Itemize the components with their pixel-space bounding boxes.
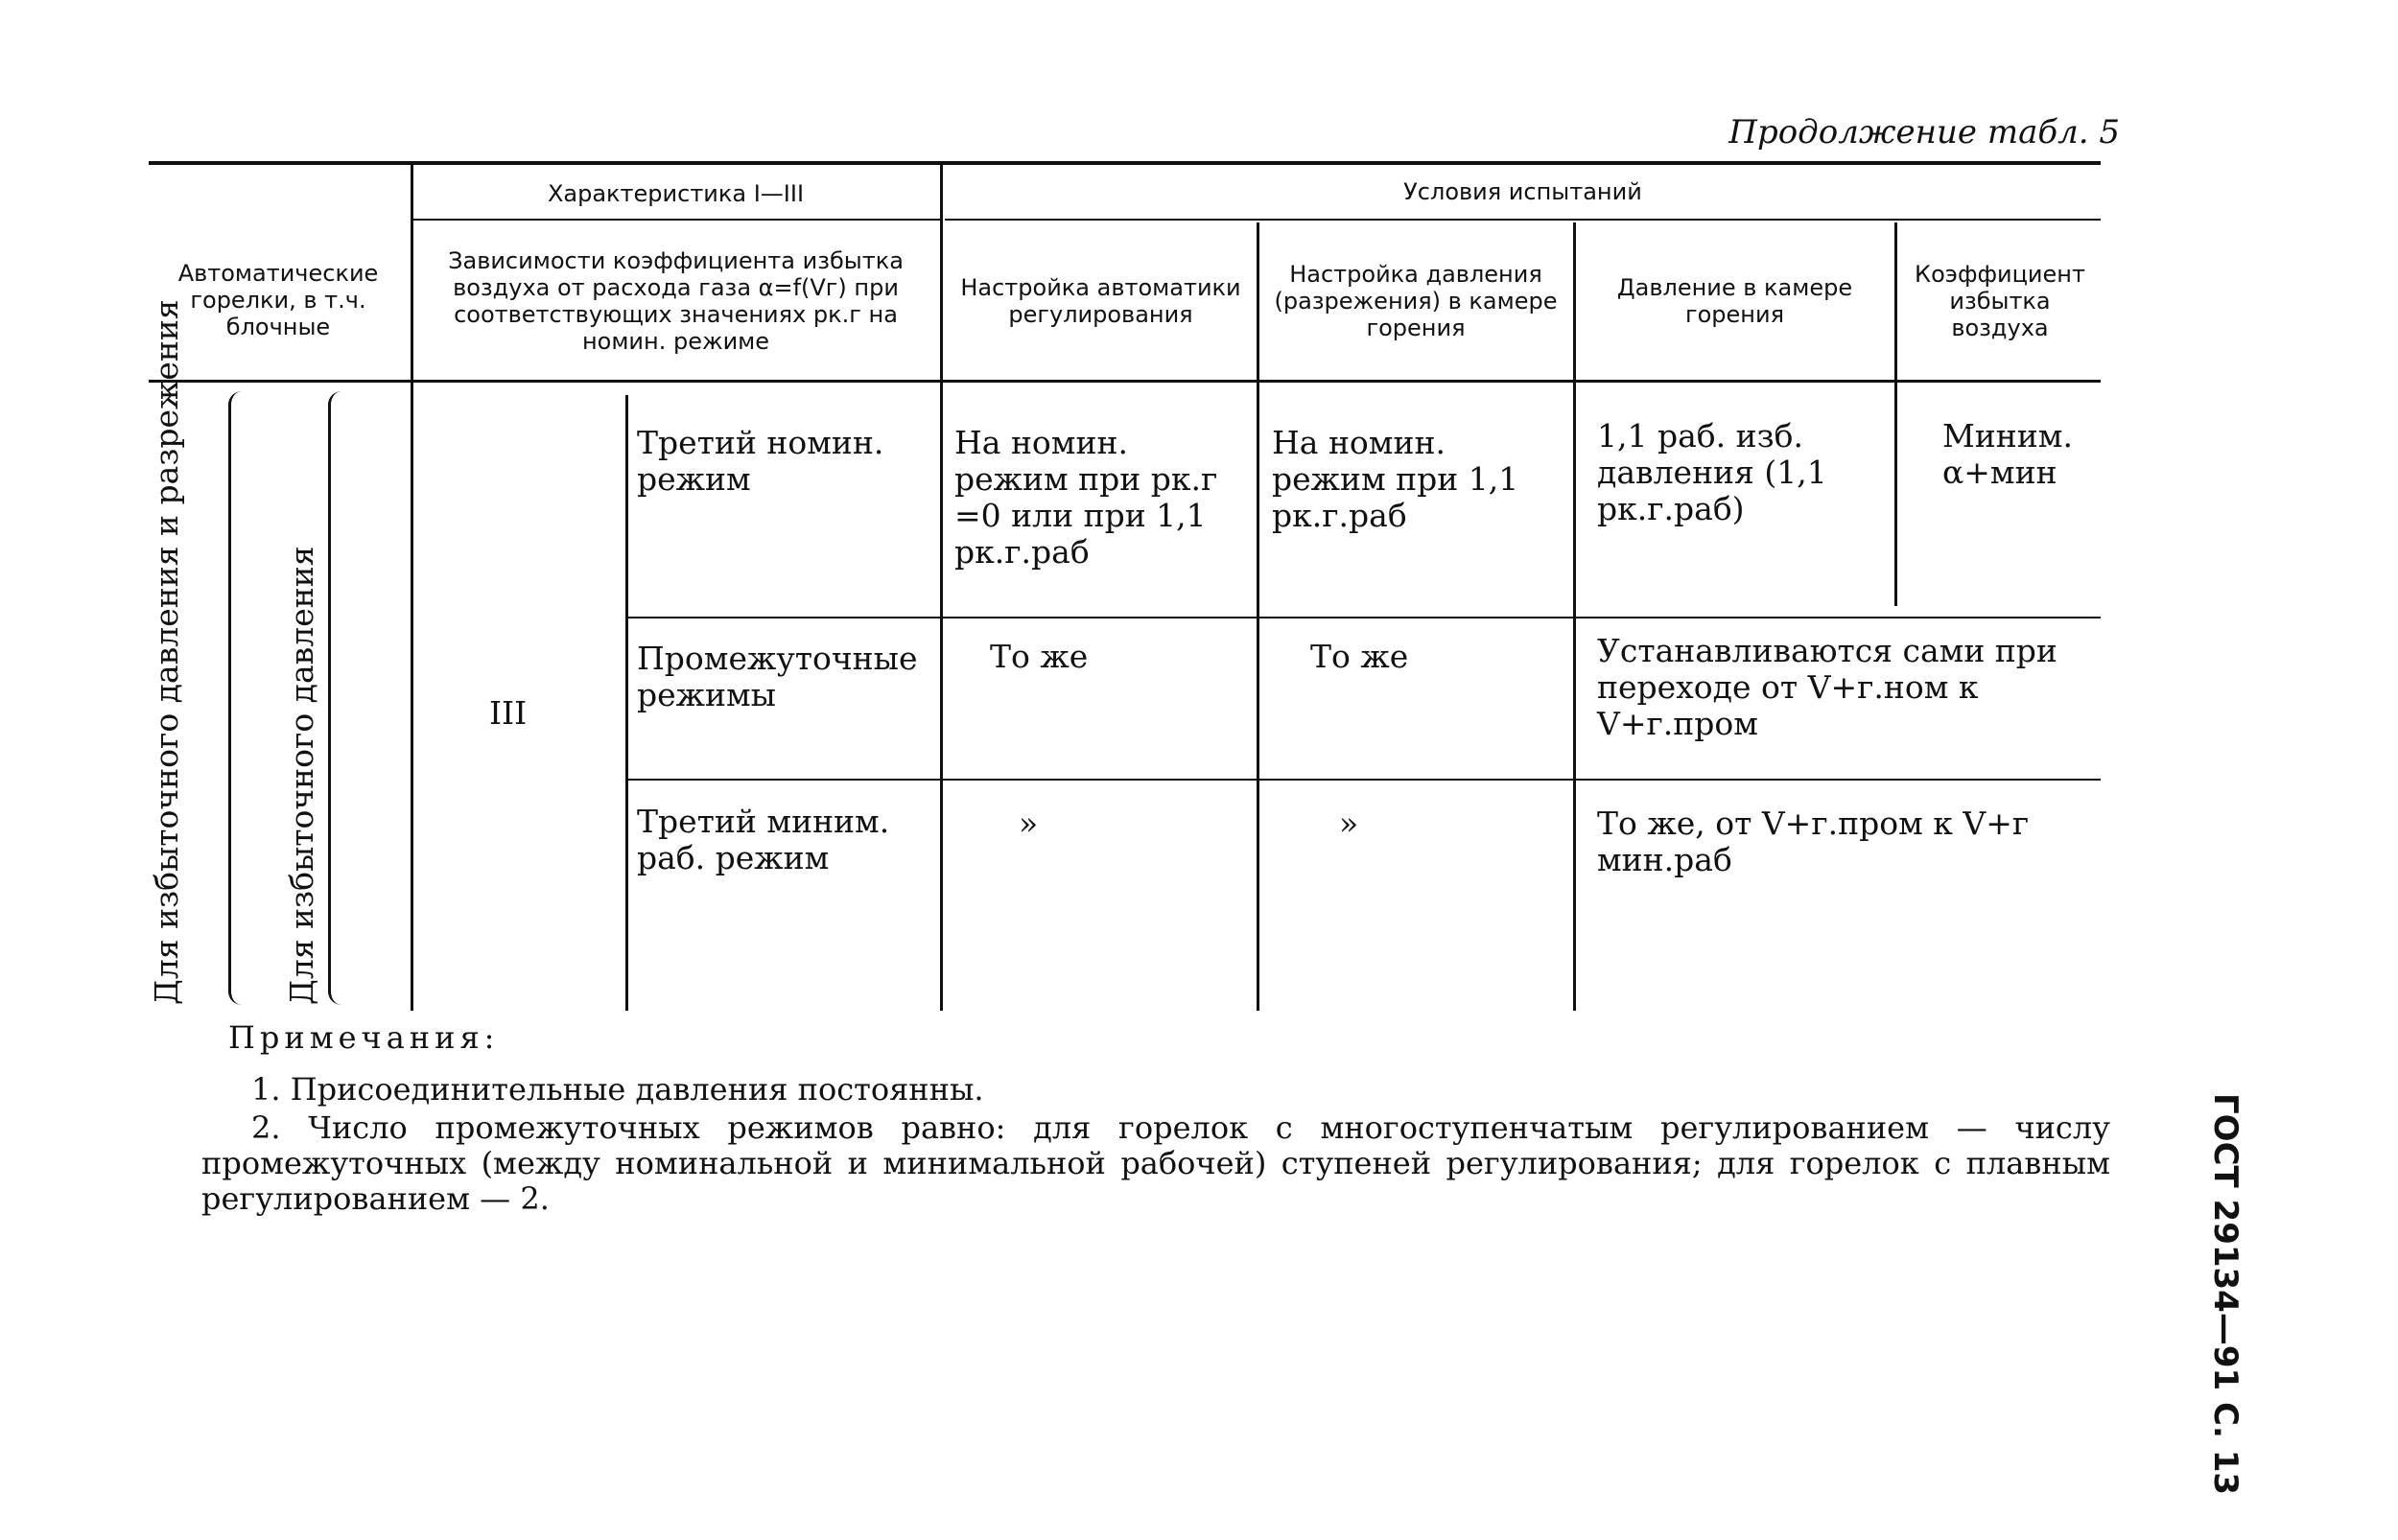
- row2-mode: Промежуточные режимы: [637, 640, 918, 713]
- header-test-conditions-group: Условия испытаний: [1403, 178, 1642, 205]
- vline-3: [1257, 222, 1259, 1011]
- group-rule-test: [945, 219, 2101, 221]
- header-pressure-setting: Настройка давления (разрежения) в камере горения: [1274, 261, 1558, 341]
- row2-pressure-and-air: Устанавливаются сами при переходе от V+г.ном к V+г.пром: [1597, 632, 2057, 742]
- row1-chamber-pressure: 1,1 раб. изб. давления (1,1 pк.г.раб): [1597, 417, 1827, 527]
- row2-bottom-rule: [628, 779, 2101, 781]
- side-standard-label: ГОСТ 29134—91 С. 13: [2206, 1093, 2245, 1496]
- vline-1: [411, 165, 413, 1011]
- row1-mode: Третий номин. режим: [637, 424, 884, 498]
- header-automation: Настройка автоматики регулирования: [960, 274, 1241, 328]
- note-item-1: 1. Присоединительные давления постоянны.: [251, 1071, 984, 1108]
- brace-outer: [228, 391, 245, 1005]
- group-rule-char: [412, 219, 940, 221]
- header-dependence: Зависимости коэффициента избытка воздуха от расхода газа α=f(Vг) при соответствующих значениях pк.г на номин. режиме: [448, 247, 904, 355]
- header-chamber-pressure: Давление в камере горения: [1616, 274, 1853, 328]
- row3-automation: »: [1019, 805, 1039, 842]
- characteristic-value: III: [489, 694, 528, 732]
- row1-pressure-setting: На номин. режим при 1,1 pк.г.раб: [1272, 424, 1519, 534]
- row2-automation: То же: [990, 638, 1089, 675]
- vertical-label-outer-text: Для избыточного давления и разрежения: [148, 299, 185, 1005]
- vline-4: [1573, 222, 1576, 1011]
- vline-2: [940, 165, 943, 1011]
- row3-pressure-setting: »: [1339, 805, 1359, 842]
- row3-mode: Третий миним. раб. режим: [637, 803, 890, 876]
- note-item-2: 2. Число промежуточных режимов равно: для горелок с многоступенчатым регулированием — числу промежуточных (между номинальной и минимальной рабочей) ступеней регулирования; для горелок с плавным регулированием — 2.: [201, 1109, 2110, 1217]
- row3-pressure-and-air: То же, от V+г.пром к V+г мин.раб: [1597, 805, 2030, 878]
- header-air-excess: Коэффициент избытка воздуха: [1915, 261, 2085, 341]
- header-burners: Автоматические горелки, в т.ч. блочные: [177, 259, 379, 340]
- header-characteristic-group: Характеристика I—III: [547, 180, 805, 207]
- vline-mode: [625, 395, 628, 1011]
- brace-inner: [328, 391, 344, 1005]
- table-top-rule: [149, 161, 2101, 165]
- row1-automation: На номин. режим при pк.г =0 или при 1,1 pк.г.раб: [954, 424, 1218, 571]
- notes-title: Примечания:: [228, 1019, 500, 1056]
- vertical-label-inner: [283, 546, 320, 1005]
- row1-bottom-rule: [628, 617, 2101, 618]
- vertical-label-inner-text: Для избыточного давления: [283, 546, 320, 1005]
- vertical-label-outer: [148, 299, 185, 1005]
- vline-5: [1894, 222, 1897, 606]
- row2-pressure-setting: То же: [1310, 638, 1409, 675]
- header-bottom-rule: [149, 380, 2101, 383]
- row1-air-excess: Миним. α+мин: [1942, 417, 2073, 491]
- continuation-caption: Продолжение табл. 5: [1728, 113, 2120, 152]
